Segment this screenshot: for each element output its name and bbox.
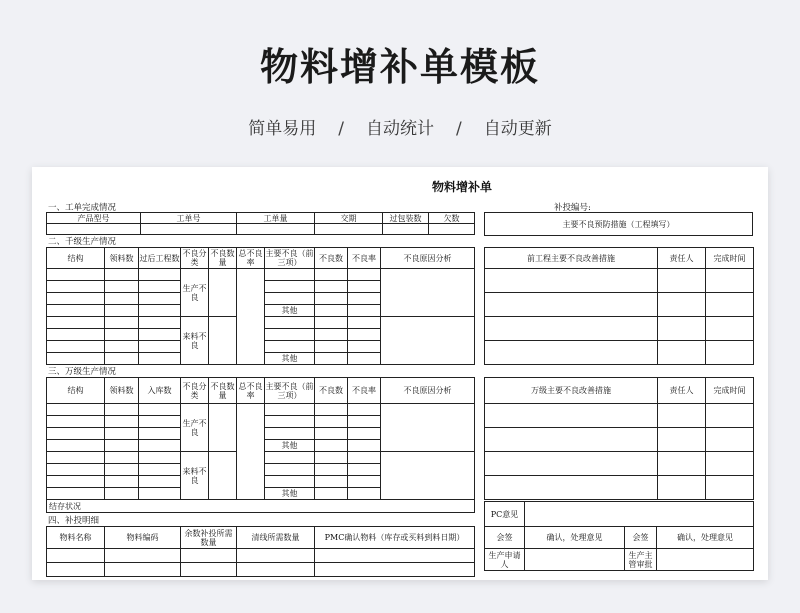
col-structure: 结构 — [47, 378, 105, 404]
table-cell[interactable] — [47, 488, 105, 500]
table-cell[interactable] — [139, 269, 181, 281]
table-cell[interactable] — [181, 563, 237, 577]
table-cell[interactable] — [237, 224, 315, 235]
table-cell[interactable] — [265, 317, 315, 329]
table-cell[interactable] — [105, 549, 181, 563]
table-cell[interactable] — [139, 440, 181, 452]
col-shortage-qty: 欠数 — [429, 213, 475, 224]
table-cell[interactable] — [237, 404, 265, 500]
table-cell[interactable] — [105, 488, 139, 500]
table-cell[interactable] — [105, 329, 139, 341]
confirm-opinion-label: 确认，处理意见 — [525, 527, 625, 549]
table-cell[interactable] — [139, 353, 181, 365]
table-cell[interactable] — [348, 488, 381, 500]
table-cell[interactable] — [348, 404, 381, 416]
table-cell[interactable] — [139, 404, 181, 416]
table-cell[interactable] — [265, 329, 315, 341]
table-cell[interactable] — [105, 281, 139, 293]
table-cell[interactable] — [315, 224, 383, 235]
countersign-label: 会签 — [625, 527, 657, 549]
pc-opinion-field[interactable] — [525, 502, 754, 527]
form-sheet — [32, 167, 768, 580]
table-cell[interactable] — [315, 428, 348, 440]
applicant-label: 生产申请人 — [485, 549, 525, 571]
table-cell[interactable] — [315, 305, 348, 317]
table-cell[interactable] — [348, 476, 381, 488]
table-cell[interactable] — [348, 428, 381, 440]
table-cell[interactable] — [47, 281, 105, 293]
table-cell[interactable] — [348, 329, 381, 341]
confirm-opinion-label: 确认，处理意见 — [657, 527, 754, 549]
table-cell[interactable] — [348, 452, 381, 464]
table-cell[interactable] — [209, 317, 237, 365]
table-cell[interactable] — [139, 293, 181, 305]
col-defect-category: 不良分类 — [181, 378, 209, 404]
table-cell[interactable] — [658, 428, 706, 452]
group-incoming-defect: 来料不良 — [181, 317, 209, 365]
table-cell[interactable] — [265, 269, 315, 281]
col-structure: 结构 — [47, 248, 105, 269]
table-cell[interactable] — [139, 416, 181, 428]
table-cell[interactable] — [485, 452, 658, 476]
table-cell[interactable] — [265, 452, 315, 464]
table-cell[interactable] — [47, 329, 105, 341]
table-cell[interactable] — [706, 341, 754, 365]
pre-process-improvement-table — [484, 247, 754, 365]
supervisor-opinion-field[interactable] — [657, 549, 754, 571]
page-title: 物料增补单模板 — [259, 45, 540, 89]
table-cell[interactable] — [348, 341, 381, 353]
table-cell[interactable] — [706, 293, 754, 317]
table-cell[interactable] — [315, 353, 348, 365]
table-cell[interactable] — [237, 563, 315, 577]
table-cell[interactable] — [381, 269, 475, 317]
table-cell[interactable] — [315, 269, 348, 281]
table-cell[interactable] — [315, 416, 348, 428]
group-production-defect: 生产不良 — [181, 404, 209, 452]
section-4-heading: 四、补投明细 — [48, 516, 100, 526]
table-cell[interactable] — [105, 305, 139, 317]
col-overpack-qty: 过包装数 — [383, 213, 429, 224]
separator: / — [338, 119, 344, 139]
table-cell[interactable] — [265, 428, 315, 440]
supervisor-label: 生产主管审批 — [625, 549, 657, 571]
table-cell[interactable] — [209, 269, 237, 317]
table-cell[interactable] — [47, 293, 105, 305]
col-stored-qty: 入库数 — [139, 378, 181, 404]
table-cell[interactable] — [265, 464, 315, 476]
col-post-process-qty: 过后工程数 — [139, 248, 181, 269]
table-cell[interactable] — [348, 416, 381, 428]
table-cell[interactable] — [485, 269, 658, 293]
table-cell[interactable] — [105, 464, 139, 476]
table-cell[interactable] — [265, 416, 315, 428]
table-cell[interactable] — [485, 476, 658, 500]
table-cell[interactable] — [265, 293, 315, 305]
applicant-opinion-field[interactable] — [525, 549, 625, 571]
table-cell[interactable] — [139, 452, 181, 464]
col-defect-cause: 不良原因分析 — [381, 248, 475, 269]
col-issued-qty: 领料数 — [105, 248, 139, 269]
col-defect-qty: 不良数量 — [210, 249, 235, 267]
col-defect-rate: 不良率 — [348, 248, 381, 269]
table-cell[interactable] — [47, 476, 105, 488]
col-defect-qty: 不良数量 — [209, 378, 237, 404]
table-cell[interactable] — [265, 341, 315, 353]
table-cell[interactable] — [47, 305, 105, 317]
table-cell[interactable] — [485, 293, 658, 317]
table-cell[interactable] — [315, 549, 475, 563]
table-cell[interactable] — [105, 317, 139, 329]
col-defect-count: 不良数 — [315, 378, 348, 404]
group-production-defect: 生产不良 — [181, 269, 209, 317]
table-cell[interactable] — [381, 404, 475, 452]
col-responsible: 责任人 — [658, 248, 706, 269]
table-cell[interactable] — [105, 353, 139, 365]
table-cell[interactable] — [47, 440, 105, 452]
col-top-defects: 主要不良（前三项） — [265, 249, 314, 267]
table-cell[interactable] — [47, 563, 105, 577]
row-other: 其他 — [265, 305, 315, 317]
table-cell[interactable] — [105, 293, 139, 305]
table-cell[interactable] — [658, 341, 706, 365]
row-other: 其他 — [265, 440, 315, 452]
table-cell[interactable] — [315, 329, 348, 341]
table-cell[interactable] — [381, 452, 475, 500]
col-total-defect-rate: 总不良率 — [237, 378, 265, 404]
table-cell[interactable] — [706, 428, 754, 452]
table-cell[interactable] — [139, 488, 181, 500]
table-cell[interactable] — [47, 269, 105, 281]
table-cell[interactable] — [315, 476, 348, 488]
table-cell[interactable] — [315, 452, 348, 464]
table-cell[interactable] — [383, 224, 429, 235]
col-completion-time: 完成时间 — [706, 378, 754, 404]
col-product-model: 产品型号 — [47, 213, 141, 224]
supplement-number-label: 补投编号: — [554, 203, 591, 213]
table-cell[interactable] — [47, 341, 105, 353]
table-cell[interactable] — [315, 464, 348, 476]
group-incoming-defect: 来料不良 — [181, 452, 209, 500]
table-cell[interactable] — [105, 416, 139, 428]
table-cell[interactable] — [265, 404, 315, 416]
table-cell[interactable] — [105, 563, 181, 577]
table-cell[interactable] — [105, 404, 139, 416]
col-responsible: 责任人 — [658, 378, 706, 404]
col-improvement-measures: 前工程主要不良改善措施 — [485, 248, 658, 269]
table-cell[interactable] — [485, 341, 658, 365]
row-other: 其他 — [265, 488, 315, 500]
table-cell[interactable] — [348, 305, 381, 317]
pc-opinion-label: PC意见 — [485, 502, 525, 527]
table-cell[interactable] — [105, 428, 139, 440]
table-cell[interactable] — [485, 317, 658, 341]
table-cell[interactable] — [47, 549, 105, 563]
col-work-order-qty: 工单量 — [237, 213, 315, 224]
table-cell[interactable] — [348, 317, 381, 329]
table-cell[interactable] — [47, 353, 105, 365]
table-cell[interactable] — [658, 476, 706, 500]
tag-easy: 简单易用 — [248, 119, 317, 139]
table-cell[interactable] — [47, 464, 105, 476]
table-cell[interactable] — [658, 317, 706, 341]
stock-status: 结存状况 — [47, 500, 475, 513]
table-cell[interactable] — [47, 404, 105, 416]
table-cell[interactable] — [209, 452, 237, 500]
table-cell[interactable] — [105, 440, 139, 452]
row-other: 其他 — [265, 353, 315, 365]
table-cell[interactable] — [348, 353, 381, 365]
table-cell[interactable] — [139, 464, 181, 476]
class-10000-table — [46, 377, 475, 513]
table-cell[interactable] — [658, 404, 706, 428]
table-cell[interactable] — [348, 281, 381, 293]
col-material-name: 物料名称 — [47, 527, 105, 549]
table-cell[interactable] — [315, 281, 348, 293]
section-3-heading: 三、万级生产情况 — [48, 367, 117, 377]
col-completion-time: 完成时间 — [706, 248, 754, 269]
table-cell[interactable] — [658, 452, 706, 476]
table-cell[interactable] — [47, 428, 105, 440]
table-cell[interactable] — [139, 428, 181, 440]
table-cell[interactable] — [429, 224, 475, 235]
work-order-table — [46, 212, 475, 235]
table-cell[interactable] — [315, 488, 348, 500]
col-work-order-no: 工单号 — [141, 213, 237, 224]
table-cell[interactable] — [139, 305, 181, 317]
table-cell[interactable] — [381, 317, 475, 365]
table-cell[interactable] — [47, 224, 141, 235]
table-cell[interactable] — [706, 317, 754, 341]
feature-tagline — [0, 114, 800, 139]
col-pmc-confirm: PMC确认物料（库存或买料到料日期） — [315, 527, 475, 549]
col-defect-cause: 不良原因分析 — [381, 378, 475, 404]
table-cell[interactable] — [47, 452, 105, 464]
prevention-measures-header: 主要不良预防措施（工程填写） — [485, 213, 753, 236]
table-cell[interactable] — [237, 549, 315, 563]
class-10000-improvement-table — [484, 377, 754, 500]
countersign-label: 会签 — [485, 527, 525, 549]
table-cell[interactable] — [485, 404, 658, 428]
table-cell[interactable] — [105, 452, 139, 464]
col-line-clear-qty: 清线所需数量 — [237, 527, 315, 549]
col-defect-category: 不良分类 — [182, 249, 207, 267]
class-1000-table — [46, 247, 475, 365]
table-cell[interactable] — [315, 563, 475, 577]
table-cell[interactable] — [315, 404, 348, 416]
pc-signoff-table — [484, 501, 754, 571]
table-cell[interactable] — [706, 269, 754, 293]
table-cell[interactable] — [105, 269, 139, 281]
table-cell[interactable] — [315, 317, 348, 329]
table-cell[interactable] — [209, 404, 237, 452]
section-2-heading: 二、千级生产情况 — [48, 237, 117, 247]
table-cell[interactable] — [47, 416, 105, 428]
table-cell[interactable] — [47, 317, 105, 329]
col-remainder-qty: 余数补投所需数量 — [181, 527, 237, 549]
table-cell[interactable] — [658, 269, 706, 293]
table-cell[interactable] — [706, 452, 754, 476]
table-cell[interactable] — [105, 341, 139, 353]
table-cell[interactable] — [485, 428, 658, 452]
table-cell[interactable] — [348, 293, 381, 305]
col-issued-qty: 领料数 — [105, 378, 139, 404]
col-material-code: 物料编码 — [105, 527, 181, 549]
table-cell[interactable] — [315, 440, 348, 452]
section-1-heading: 一、工单完成情况 — [48, 203, 117, 213]
table-cell[interactable] — [265, 281, 315, 293]
table-cell[interactable] — [141, 224, 237, 235]
table-cell[interactable] — [315, 341, 348, 353]
col-delivery-date: 交期 — [315, 213, 383, 224]
table-cell[interactable] — [265, 476, 315, 488]
table-cell[interactable] — [181, 549, 237, 563]
col-defect-rate: 不良率 — [348, 378, 381, 404]
table-cell[interactable] — [139, 329, 181, 341]
col-total-defect-rate: 总不良率 — [238, 249, 263, 267]
table-cell[interactable] — [315, 293, 348, 305]
table-cell[interactable] — [706, 476, 754, 500]
table-cell[interactable] — [658, 293, 706, 317]
col-defect-count: 不良数 — [315, 248, 348, 269]
table-cell[interactable] — [348, 440, 381, 452]
supplement-detail-table — [46, 526, 475, 577]
table-cell[interactable] — [139, 281, 181, 293]
table-cell[interactable] — [706, 404, 754, 428]
table-cell[interactable] — [348, 269, 381, 281]
separator: / — [456, 119, 462, 139]
table-cell[interactable] — [348, 464, 381, 476]
tag-auto-update: 自动更新 — [483, 119, 552, 139]
table-cell[interactable] — [139, 476, 181, 488]
table-cell[interactable] — [139, 317, 181, 329]
col-top-defects: 主要不良（前三项） — [265, 378, 315, 404]
prevention-measures-table — [484, 212, 753, 236]
col-improvement-measures: 万级主要不良改善措施 — [485, 378, 658, 404]
tag-auto-stats: 自动统计 — [366, 119, 434, 139]
table-cell[interactable] — [237, 269, 265, 365]
table-cell[interactable] — [105, 476, 139, 488]
table-cell[interactable] — [139, 341, 181, 353]
form-title: 物料增补单 — [431, 180, 492, 194]
